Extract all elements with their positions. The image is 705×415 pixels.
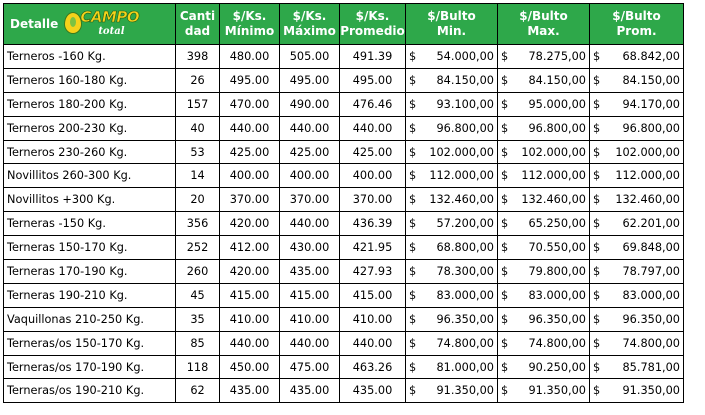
- currency-symbol: $: [409, 384, 417, 398]
- cell-qty: 118: [176, 355, 220, 379]
- header-min: [220, 4, 280, 45]
- cell-bmax: [498, 331, 590, 355]
- currency-symbol: $: [593, 169, 601, 183]
- amount-bprom: 69.848,00: [622, 241, 680, 255]
- amount-bmin: 78.300,00: [436, 264, 494, 278]
- currency-symbol: $: [409, 49, 417, 63]
- currency-symbol: $: [593, 336, 601, 350]
- cell-qty: 85: [176, 331, 220, 355]
- cell-bprom: [590, 331, 684, 355]
- header-max-l1: $/Ks.: [292, 9, 327, 23]
- currency-symbol: $: [593, 97, 601, 111]
- amount-bprom: 68.842,00: [622, 49, 680, 63]
- cell-name: Terneras/os 170-190 Kg.: [4, 355, 176, 379]
- cell-min: 425.00: [220, 140, 280, 164]
- table-row: [4, 212, 684, 236]
- amount-bprom: 96.800,00: [622, 121, 680, 135]
- amount-bmin: 96.800,00: [436, 121, 494, 135]
- amount-bmin: 74.800,00: [436, 336, 494, 350]
- cell-bprom: [590, 164, 684, 188]
- table-row: [4, 236, 684, 260]
- cell-prom: 427.93: [340, 260, 406, 284]
- cell-bmax: [498, 116, 590, 140]
- currency-symbol: $: [501, 97, 509, 111]
- cell-qty: 260: [176, 260, 220, 284]
- cell-bmin: [406, 45, 498, 69]
- cell-bmax: [498, 68, 590, 92]
- cell-min: 470.00: [220, 92, 280, 116]
- cell-bmax: [498, 164, 590, 188]
- amount-bprom: 84.150,00: [622, 73, 680, 87]
- currency-symbol: $: [409, 97, 417, 111]
- cell-bmax: [498, 307, 590, 331]
- cell-prom: 436.39: [340, 212, 406, 236]
- currency-symbol: $: [409, 288, 417, 302]
- cell-bmin: [406, 68, 498, 92]
- cell-min: 440.00: [220, 116, 280, 140]
- cell-bmax: [498, 45, 590, 69]
- logo-sub-text: total: [98, 26, 125, 37]
- currency-symbol: $: [501, 288, 509, 302]
- cell-bmin: [406, 307, 498, 331]
- table-row: [4, 68, 684, 92]
- currency-symbol: $: [409, 73, 417, 87]
- cell-min: 435.00: [220, 379, 280, 403]
- currency-symbol: $: [593, 241, 601, 255]
- amount-bmax: 65.250,00: [528, 217, 586, 231]
- currency-symbol: $: [501, 49, 509, 63]
- header-max-l2: Máximo: [283, 24, 336, 38]
- cell-max: 435.00: [280, 260, 340, 284]
- cell-bmax: [498, 92, 590, 116]
- cell-qty: 252: [176, 236, 220, 260]
- cell-qty: 40: [176, 116, 220, 140]
- cell-qty: 35: [176, 307, 220, 331]
- header-cantidad: [176, 4, 220, 45]
- cell-qty: 62: [176, 379, 220, 403]
- header-bulto-max: [498, 4, 590, 45]
- currency-symbol: $: [501, 169, 509, 183]
- cell-prom: 440.00: [340, 331, 406, 355]
- amount-bmin: 96.350,00: [436, 312, 494, 326]
- amount-bprom: 78.797,00: [622, 264, 680, 278]
- cell-bprom: [590, 212, 684, 236]
- amount-bprom: 62.201,00: [622, 217, 680, 231]
- currency-symbol: $: [409, 336, 417, 350]
- cell-bmin: [406, 164, 498, 188]
- cell-max: 410.00: [280, 307, 340, 331]
- currency-symbol: $: [501, 264, 509, 278]
- cell-bmin: [406, 92, 498, 116]
- currency-symbol: $: [409, 217, 417, 231]
- table-row: [4, 379, 684, 403]
- amount-bprom: 83.000,00: [622, 288, 680, 302]
- header-prom: [340, 4, 406, 45]
- cell-bmin: [406, 260, 498, 284]
- table-row: [4, 307, 684, 331]
- table-row: [4, 92, 684, 116]
- header-prom-l2: Promedio: [340, 24, 405, 38]
- cell-prom: 410.00: [340, 307, 406, 331]
- table-row: [4, 140, 684, 164]
- header-cantidad-l2: dad: [184, 24, 211, 38]
- header-bulto-prom: [590, 4, 684, 45]
- amount-bprom: 85.781,00: [622, 360, 680, 374]
- cell-name: Terneros 160-180 Kg.: [4, 68, 176, 92]
- header-bprom-l1: $/Bulto: [612, 9, 661, 23]
- amount-bmin: 102.000,00: [429, 145, 494, 159]
- cell-min: 410.00: [220, 307, 280, 331]
- currency-symbol: $: [593, 384, 601, 398]
- cell-min: 420.00: [220, 212, 280, 236]
- cell-min: 450.00: [220, 355, 280, 379]
- cell-bmax: [498, 379, 590, 403]
- cell-min: 415.00: [220, 283, 280, 307]
- amount-bmax: 95.000,00: [528, 97, 586, 111]
- cell-bmin: [406, 331, 498, 355]
- amount-bmax: 83.000,00: [528, 288, 586, 302]
- currency-symbol: $: [593, 217, 601, 231]
- currency-symbol: $: [501, 336, 509, 350]
- amount-bmax: 74.800,00: [528, 336, 586, 350]
- cell-bmax: [498, 260, 590, 284]
- cell-qty: 14: [176, 164, 220, 188]
- header-prom-l1: $/Ks.: [355, 9, 390, 23]
- amount-bmax: 102.000,00: [521, 145, 586, 159]
- amount-bprom: 96.350,00: [622, 312, 680, 326]
- amount-bmin: 57.200,00: [436, 217, 494, 231]
- amount-bprom: 102.000,00: [615, 145, 680, 159]
- cell-qty: 20: [176, 188, 220, 212]
- cell-name: Terneros -160 Kg.: [4, 45, 176, 69]
- amount-bprom: 132.460,00: [615, 193, 680, 207]
- amount-bmin: 81.000,00: [436, 360, 494, 374]
- cell-min: 420.00: [220, 260, 280, 284]
- cell-name: Terneros 180-200 Kg.: [4, 92, 176, 116]
- cell-prom: 495.00: [340, 68, 406, 92]
- header-min-l1: $/Ks.: [232, 9, 267, 23]
- currency-symbol: $: [593, 288, 601, 302]
- cell-min: 400.00: [220, 164, 280, 188]
- amount-bmin: 68.800,00: [436, 241, 494, 255]
- cell-name: Terneras 150-170 Kg.: [4, 236, 176, 260]
- table-row: [4, 188, 684, 212]
- table-row: [4, 331, 684, 355]
- cell-bprom: [590, 307, 684, 331]
- table-row: [4, 45, 684, 69]
- currency-symbol: $: [593, 193, 601, 207]
- currency-symbol: $: [409, 121, 417, 135]
- cell-bmin: [406, 355, 498, 379]
- cell-bprom: [590, 45, 684, 69]
- currency-symbol: $: [593, 49, 601, 63]
- amount-bmax: 78.275,00: [528, 49, 586, 63]
- price-table: [3, 3, 684, 403]
- cell-min: 440.00: [220, 331, 280, 355]
- header-max: [280, 4, 340, 45]
- amount-bmin: 132.460,00: [429, 193, 494, 207]
- amount-bprom: 91.350,00: [622, 384, 680, 398]
- cell-bprom: [590, 283, 684, 307]
- cell-bprom: [590, 68, 684, 92]
- currency-symbol: $: [409, 264, 417, 278]
- cell-max: 440.00: [280, 116, 340, 140]
- cell-min: 412.00: [220, 236, 280, 260]
- cell-bmax: [498, 212, 590, 236]
- cell-prom: 425.00: [340, 140, 406, 164]
- amount-bprom: 94.170,00: [622, 97, 680, 111]
- cell-name: Vaquillonas 210-250 Kg.: [4, 307, 176, 331]
- amount-bmax: 112.000,00: [521, 169, 586, 183]
- table-row: [4, 283, 684, 307]
- table-row: [4, 260, 684, 284]
- cell-bmax: [498, 283, 590, 307]
- cell-min: 370.00: [220, 188, 280, 212]
- cell-name: Terneras/os 150-170 Kg.: [4, 331, 176, 355]
- cell-qty: 157: [176, 92, 220, 116]
- currency-symbol: $: [409, 193, 417, 207]
- amount-bmax: 90.250,00: [528, 360, 586, 374]
- cell-min: 495.00: [220, 68, 280, 92]
- cell-bmin: [406, 283, 498, 307]
- currency-symbol: $: [501, 121, 509, 135]
- amount-bmin: 91.350,00: [436, 384, 494, 398]
- cell-prom: 415.00: [340, 283, 406, 307]
- cell-bprom: [590, 236, 684, 260]
- header-bmin-l1: $/Bulto: [427, 9, 476, 23]
- cell-bmax: [498, 355, 590, 379]
- cell-bmax: [498, 188, 590, 212]
- cell-max: 440.00: [280, 212, 340, 236]
- cell-bprom: [590, 140, 684, 164]
- cell-max: 400.00: [280, 164, 340, 188]
- cell-prom: 491.39: [340, 45, 406, 69]
- header-bulto-min: [406, 4, 498, 45]
- logo-main-text: CAMPO: [80, 8, 140, 26]
- currency-symbol: $: [409, 145, 417, 159]
- header-bmax-l1: $/Bulto: [519, 9, 568, 23]
- cell-max: 425.00: [280, 140, 340, 164]
- cell-name: Terneros 200-230 Kg.: [4, 116, 176, 140]
- cell-min: 480.00: [220, 45, 280, 69]
- cell-max: 440.00: [280, 331, 340, 355]
- amount-bmax: 96.350,00: [528, 312, 586, 326]
- cell-bprom: [590, 355, 684, 379]
- currency-symbol: $: [501, 360, 509, 374]
- currency-symbol: $: [501, 241, 509, 255]
- cell-name: Terneras 190-210 Kg.: [4, 283, 176, 307]
- header-cantidad-l1: Canti: [179, 9, 216, 23]
- cell-max: 415.00: [280, 283, 340, 307]
- currency-symbol: $: [593, 121, 601, 135]
- cell-bmin: [406, 116, 498, 140]
- table-header: [4, 4, 684, 45]
- cell-qty: 26: [176, 68, 220, 92]
- currency-symbol: $: [501, 217, 509, 231]
- currency-symbol: $: [409, 241, 417, 255]
- amount-bmin: 112.000,00: [429, 169, 494, 183]
- currency-symbol: $: [501, 193, 509, 207]
- currency-symbol: $: [409, 360, 417, 374]
- cell-bmin: [406, 379, 498, 403]
- table-row: [4, 164, 684, 188]
- cell-bmin: [406, 236, 498, 260]
- currency-symbol: $: [409, 312, 417, 326]
- cell-bprom: [590, 92, 684, 116]
- cell-max: 430.00: [280, 236, 340, 260]
- cell-name: Terneras -150 Kg.: [4, 212, 176, 236]
- amount-bmax: 79.800,00: [528, 264, 586, 278]
- currency-symbol: $: [593, 264, 601, 278]
- currency-symbol: $: [501, 384, 509, 398]
- amount-bmin: 83.000,00: [436, 288, 494, 302]
- cell-prom: 370.00: [340, 188, 406, 212]
- cell-name: Novillitos 260-300 Kg.: [4, 164, 176, 188]
- currency-symbol: $: [593, 73, 601, 87]
- header-bmax-l2: Max.: [527, 24, 560, 38]
- header-detalle: [4, 4, 176, 45]
- cell-bmin: [406, 140, 498, 164]
- cell-max: 435.00: [280, 379, 340, 403]
- cell-bmin: [406, 212, 498, 236]
- cell-bprom: [590, 188, 684, 212]
- header-bprom-l2: Prom.: [616, 24, 657, 38]
- cell-max: 505.00: [280, 45, 340, 69]
- currency-symbol: $: [501, 145, 509, 159]
- table-row: [4, 116, 684, 140]
- campo-total-logo: [62, 9, 140, 39]
- cell-prom: 435.00: [340, 379, 406, 403]
- cell-prom: 400.00: [340, 164, 406, 188]
- amount-bmin: 93.100,00: [436, 97, 494, 111]
- currency-symbol: $: [409, 169, 417, 183]
- cell-bmin: [406, 188, 498, 212]
- cell-max: 370.00: [280, 188, 340, 212]
- cell-bprom: [590, 260, 684, 284]
- header-bmin-l2: Min.: [436, 24, 467, 38]
- price-table-container: [3, 3, 684, 403]
- cell-qty: 53: [176, 140, 220, 164]
- table-row: [4, 355, 684, 379]
- cell-prom: 421.95: [340, 236, 406, 260]
- amount-bmax: 132.460,00: [521, 193, 586, 207]
- cell-prom: 463.26: [340, 355, 406, 379]
- currency-symbol: $: [593, 312, 601, 326]
- cell-max: 475.00: [280, 355, 340, 379]
- cell-name: Terneras 170-190 Kg.: [4, 260, 176, 284]
- cell-max: 495.00: [280, 68, 340, 92]
- cell-name: Terneras/os 190-210 Kg.: [4, 379, 176, 403]
- amount-bmin: 84.150,00: [436, 73, 494, 87]
- amount-bmax: 96.800,00: [528, 121, 586, 135]
- cell-name: Terneros 230-260 Kg.: [4, 140, 176, 164]
- currency-symbol: $: [501, 312, 509, 326]
- currency-symbol: $: [593, 360, 601, 374]
- amount-bmax: 84.150,00: [528, 73, 586, 87]
- amount-bmax: 70.550,00: [528, 241, 586, 255]
- amount-bmax: 91.350,00: [528, 384, 586, 398]
- cell-bprom: [590, 116, 684, 140]
- table-body: [4, 45, 684, 403]
- currency-symbol: $: [501, 73, 509, 87]
- amount-bprom: 74.800,00: [622, 336, 680, 350]
- cell-bprom: [590, 379, 684, 403]
- cell-max: 490.00: [280, 92, 340, 116]
- cell-name: Novillitos +300 Kg.: [4, 188, 176, 212]
- cell-prom: 476.46: [340, 92, 406, 116]
- amount-bprom: 112.000,00: [615, 169, 680, 183]
- currency-symbol: $: [593, 145, 601, 159]
- cell-prom: 440.00: [340, 116, 406, 140]
- header-min-l2: Mínimo: [224, 24, 275, 38]
- cell-bmax: [498, 140, 590, 164]
- cell-qty: 398: [176, 45, 220, 69]
- cell-qty: 356: [176, 212, 220, 236]
- cell-bmax: [498, 236, 590, 260]
- header-detalle-label: Detalle: [10, 16, 59, 31]
- amount-bmin: 54.000,00: [436, 49, 494, 63]
- cell-qty: 45: [176, 283, 220, 307]
